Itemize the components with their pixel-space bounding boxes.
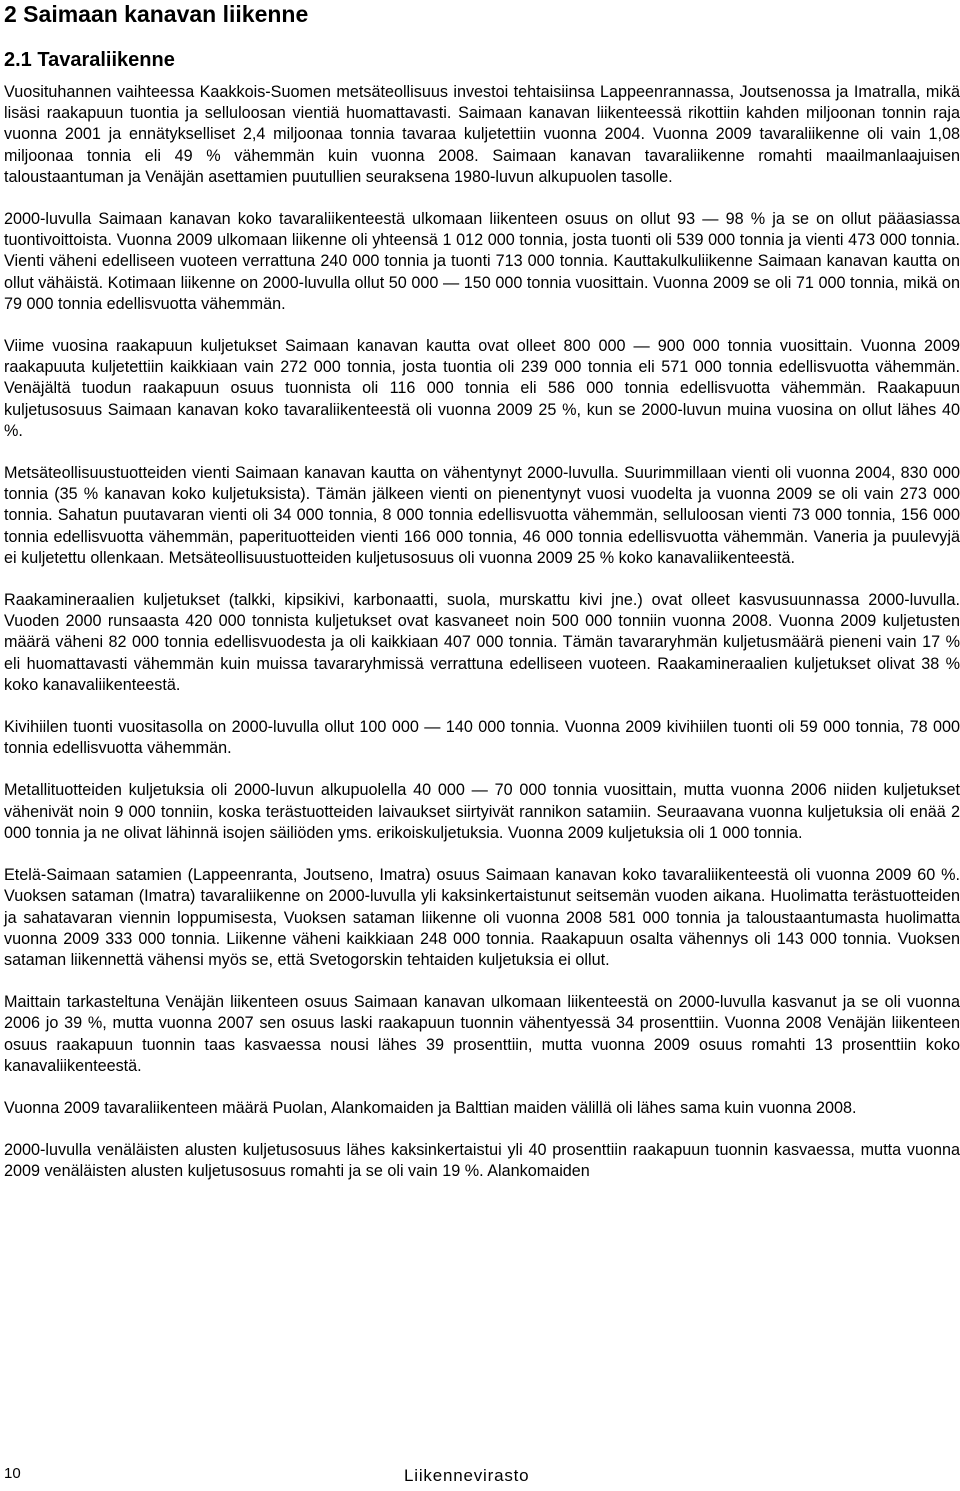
paragraph-forest-products: Metsäteollisuustuotteiden vienti Saimaan kanavan kautta on vähentynyt 2000-luvulla. Suurimmillaan vienti oli vuonna 2004, 830 000 tonnia (35 % kanavan koko kuljetuksista). Tämän jälkeen vienti on pienentynyt vuosi vuodelta ja vuonna 2009 se oli vain 273 000 tonnia. Sahatun puutavaran vienti oli 34 000 tonnia, 8 000 tonnia edellisvuotta vähemmän, selluloosan vienti 73 000 tonnia, 156 000 tonnia edellisvuotta vähemmän, paperituotteiden vienti 166 000 tonnia, 46 000 tonnia edellisvuotta vähemmän. Vaneria ja puulevyjä ei kuljetettu ollenkaan. Metsäteollisuustuotteiden kuljetusosuus oli vuonna 2009 25 % koko kanavaliikenteestä. [4, 464, 960, 567]
paragraph-economy-overview: Vuosituhannen vaihteessa Kaakkois-Suomen metsäteollisuus investoi tehtaisiinsa Lappeenrannassa, Joutsenossa ja Imatralla, mikä lisäsi raakapuun tuontia ja selluloosan vientiä huomattavasti. Saimaan kanavan liikenteessä rikottiin kahden miljoonan tonnin raja vuonna 2001 ja ennätykselliset 2,4 miljoonaa tonnia tavaraa kuljetettiin vuonna 2004. Vuonna 2009 tavaraliikenne oli vain 1,08 miljoonaa tonnia eli 49 % vähemmän kuin vuonna 2008. Saimaan kanavan tavaraliikenne romahti maailmanlaajuisen taloustaantuman ja Venäjän asettamien puutullien seuraksena 1980-luvun alkupuolen tasolle. [4, 83, 960, 186]
paragraph-russian-vessels: 2000-luvulla venäläisten alusten kuljetusosuus lähes kaksinkertaistui yli 40 prosenttiin raakapuun tuonnin kasvaessa, mutta vuonna 2009 venäläisten alusten kuljetusosuus romahti ja se oli vain 19 %. Alankomaiden [4, 1141, 960, 1181]
publisher-name: Liikennevirasto [404, 1466, 530, 1485]
page-number: 10 [4, 1465, 21, 1482]
page-content [4, 0, 960, 1204]
paragraph-russia-share: Maittain tarkasteltuna Venäjän liikenteen osuus Saimaan kanavan ulkomaan liikenteestä on 2000-luvulla kasvanut ja se oli vuonna 2006 jo 39 %, mutta vuonna 2007 sen osuus laski raakapuun tuonnin vähentyessä 34 prosenttiin. Vuonna 2008 Venäjän liikenteen osuus raakapuun tuonnin taas kasvaessa nousi lähes 39 prosenttiin, mutta vuonna 2009 osuus romahti 13 prosenttiin koko kanavaliikenteestä. [4, 993, 960, 1075]
paragraph-raw-minerals: Raakamineraalien kuljetukset (talkki, kipsikivi, karbonaatti, suola, murskattu kivi jne.) ovat olleet kasvusuunnassa 2000-luvulla. Vuoden 2000 runsaasta 420 000 tonnista kuljetukset ovat kasvaneet noin 500 000 tonniin vuonna 2008. Vuonna 2009 kuljetusten määrä väheni 82 000 tonnia edellisvuodesta ja oli kaikkiaan 407 000 tonnia. Tämän tavararyhmän kuljetusmäärä pieneni vain 17 % eli huomattavasti vähemmän kuin muissa tavararyhmissä verrattuna edelliseen vuoteen. Raakamineraalien kuljetukset olivat 38 % koko kanavaliikenteestä. [4, 591, 960, 694]
section-title: 2.1 Tavaraliikenne [4, 49, 175, 71]
paragraph-poland-netherlands-baltic: Vuonna 2009 tavaraliikenteen määrä Puolan, Alankomaiden ja Balttian maiden välillä oli lähes sama kuin vuonna 2008. [4, 1098, 857, 1117]
paragraph-metal-products: Metallituotteiden kuljetuksia oli 2000-luvun alkupuolella 40 000 — 70 000 tonnia vuosittain, mutta vuonna 2006 niiden kuljetukset vähenivät noin 9 000 tonniin, koska terästuotteiden laivaukset siirtyivät rannikon satamiin. Seuraavana vuonna kuljetuksia oli enää 2 000 tonnia ja ne olivat lähinnä isojen säiliöden yms. erikoiskuljetuksia. Vuonna 2009 kuljetuksia oli 1 000 tonnia. [4, 781, 960, 842]
paragraph-coal: Kivihiilen tuonti vuositasolla on 2000-luvulla ollut 100 000 — 140 000 tonnia. Vuonna 2009 kivihiilen tuonti oli 59 000 tonnia, 78 000 tonnia edellisvuotta vähemmän. [4, 718, 960, 758]
chapter-title: 2 Saimaan kanavan liikenne [4, 1, 309, 27]
paragraph-south-saimaa-ports: Etelä-Saimaan satamien (Lappeenranta, Joutseno, Imatra) osuus Saimaan kanavan koko tavaraliikenteestä oli vuonna 2009 60 %. Vuoksen sataman (Imatra) tavaraliikenne on 2000-luvulla yli kaksinkertaistunut seitsemän vuoden aikana. Huolimatta terästuotteiden ja sahatavaran viennin loppumisesta, Vuoksen sataman liikenne oli vuonna 2008 581 000 tonnia ja taloustaantumasta huolimatta vuonna 2009 333 000 tonnia. Liikenne väheni kaikkiaan 248 000 tonnia. Raakapuun osalta vähennys oli 143 000 tonnia. Vuoksen sataman liikennettä vähensi myös se, että Svetogorskin tehtaiden kuljetuksia ei ollut. [4, 866, 960, 969]
paragraph-raw-timber: Viime vuosina raakapuun kuljetukset Saimaan kanavan kautta ovat olleet 800 000 — 900 000 tonnia vuosittain. Vuonna 2009 raakapuuta kuljetettiin kaikkiaan vain 272 000 tonnia, josta tuontia oli 239 000 tonnia eli 571 000 tonnia edellisvuotta vähemmän. Venäjältä tuodun raakapuun osuus tuonnista oli 116 000 tonnia eli 586 000 tonnia edellisvuotta vähemmän. Raakapuun kuljetusosuus Saimaan kanavan koko tavaraliikenteestä oli vuonna 2009 25 %, kun se 2000-luvun muina vuosina on ollut lähes 40 %. [4, 337, 960, 440]
page-footer [0, 1462, 960, 1488]
paragraph-foreign-traffic: 2000-luvulla Saimaan kanavan koko tavaraliikenteestä ulkomaan liikenteen osuus on ollut 93 — 98 % ja se on ollut pääasiassa tuontivoittoista. Vuonna 2009 ulkomaan liikenne oli yhteensä 1 012 000 tonnia, josta tuonti oli 539 000 tonnia ja vienti 473 000 tonnia. Vienti väheni edelliseen vuoteen verrattuna 240 000 tonnia ja tuonti 713 000 tonnia. Kauttakulkuliikenne Saimaan kanavan kautta on ollut vähäistä. Kotimaan liikenne on 2000-luvulla ollut 50 000 — 150 000 tonnia vuosittain. Vuonna 2009 se oli 71 000 tonnia, mikä on 79 000 tonnia edellisvuotta vähemmän. [4, 210, 960, 313]
